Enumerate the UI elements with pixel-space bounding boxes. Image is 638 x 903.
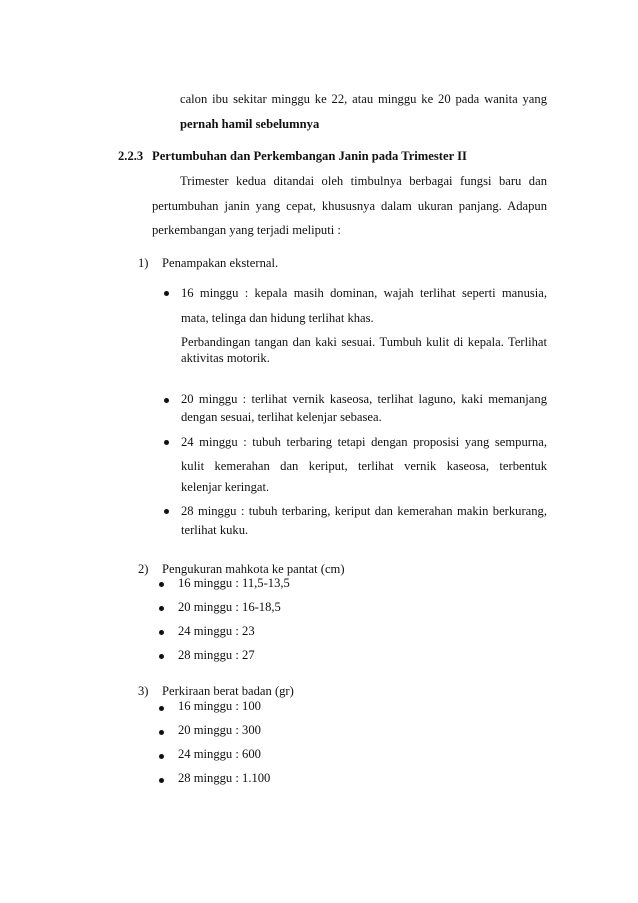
list1-item3-line2: kulit kemerahan dan keriput, terlihat vernik kaseosa, terbentuk	[181, 459, 547, 473]
list1-item1-line1: 16 minggu : kepala masih dominan, wajah terlihat seperti manusia,	[181, 286, 547, 300]
bullet-icon	[164, 509, 169, 514]
list3-item: 24 minggu : 600	[178, 747, 261, 761]
list3-item: 20 minggu : 300	[178, 723, 261, 737]
list2-item: 20 minggu : 16-18,5	[178, 600, 281, 614]
bullet-icon	[159, 606, 164, 611]
intro-line-1: calon ibu sekitar minggu ke 22, atau minggu ke 20 pada wanita yang	[180, 92, 547, 106]
section-number: 2.2.3	[118, 149, 144, 163]
list1-item1-line4: aktivitas motorik.	[181, 351, 270, 365]
list1-item1-line3: Perbandingan tangan dan kaki sesuai. Tumbuh kulit di kepala. Terlihat	[181, 335, 547, 349]
list3-item: 28 minggu : 1.100	[178, 771, 271, 785]
paragraph-line-1: Trimester kedua ditandai oleh timbulnya berbagai fungsi baru dan	[180, 174, 547, 188]
list1-title: Penampakan eksternal.	[162, 256, 279, 270]
bullet-icon	[164, 440, 169, 445]
list1-item3-line3: kelenjar keringat.	[181, 480, 270, 494]
bullet-icon	[164, 398, 169, 403]
list1-number: 1)	[138, 256, 149, 270]
paragraph-line-2: pertumbuhan janin yang cepat, khususnya dalam ukuran panjang. Adapun	[152, 199, 547, 213]
list2-item: 28 minggu : 27	[178, 648, 255, 662]
bullet-icon	[164, 291, 169, 296]
list2-item: 24 minggu : 23	[178, 624, 255, 638]
intro-line-2: pernah hamil sebelumnya	[180, 117, 320, 131]
list1-item4-line1: 28 minggu : tubuh terbaring, keriput dan kemerahan makin berkurang,	[181, 504, 547, 518]
bullet-icon	[159, 630, 164, 635]
list3-item: 16 minggu : 100	[178, 699, 261, 713]
paragraph-line-3: perkembangan yang terjadi meliputi :	[152, 223, 341, 237]
list2-number: 2)	[138, 562, 149, 576]
section-title: Pertumbuhan dan Perkembangan Janin pada Trimester II	[152, 149, 467, 163]
list3-title: Perkiraan berat badan (gr)	[162, 684, 294, 698]
list3-number: 3)	[138, 684, 149, 698]
list1-item1-line2: mata, telinga dan hidung terlihat khas.	[181, 311, 374, 325]
bullet-icon	[159, 582, 164, 587]
list2-title: Pengukuran mahkota ke pantat (cm)	[162, 562, 345, 576]
bullet-icon	[159, 654, 164, 659]
bullet-icon	[159, 730, 164, 735]
bullet-icon	[159, 706, 164, 711]
list1-item2-line1: 20 minggu : terlihat vernik kaseosa, terlihat laguno, kaki memanjang	[181, 392, 547, 406]
list2-item: 16 minggu : 11,5-13,5	[178, 576, 290, 590]
bullet-icon	[159, 754, 164, 759]
list1-item2-line2: dengan sesuai, terlihat kelenjar sebasea.	[181, 410, 382, 424]
bullet-icon	[159, 778, 164, 783]
list1-item3-line1: 24 minggu : tubuh terbaring tetapi dengan proposisi yang sempurna,	[181, 435, 547, 449]
list1-item4-line2: terlihat kuku.	[181, 523, 249, 537]
